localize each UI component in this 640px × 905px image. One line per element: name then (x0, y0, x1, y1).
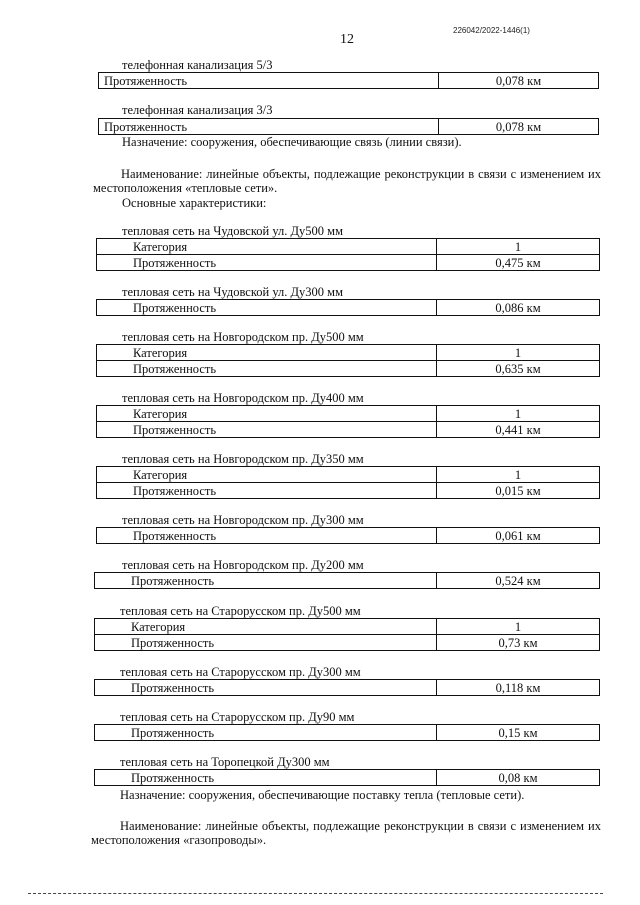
spec-table (96, 527, 600, 544)
table-row (97, 467, 600, 483)
row-label: Протяженность (95, 770, 437, 786)
spec-table (94, 572, 600, 589)
row-value: 0,118 км (437, 680, 600, 696)
spec-table (98, 72, 599, 89)
row-value: 1 (437, 239, 600, 255)
row-label: Категория (97, 345, 437, 361)
table-row (99, 73, 599, 89)
row-label: Протяженность (95, 635, 437, 651)
heat-purpose: Назначение: сооружения, обеспечивающие поставку тепла (тепловые сети). (120, 788, 525, 802)
row-value: 0,73 км (437, 635, 600, 651)
spec-table (94, 679, 600, 696)
row-value: 1 (437, 406, 600, 422)
spec-table (96, 405, 600, 438)
table-row (95, 619, 600, 635)
table-row (95, 770, 600, 786)
table-row (95, 725, 600, 741)
row-label: Протяженность (97, 255, 437, 271)
row-value: 0,08 км (437, 770, 600, 786)
telephone-purpose: Назначение: сооружения, обеспечивающие связь (линии связи). (122, 135, 462, 149)
row-label: Категория (95, 619, 437, 635)
spec-table (96, 466, 600, 499)
table-row (95, 573, 600, 589)
row-value: 0,441 км (437, 422, 600, 438)
row-label: Протяженность (97, 300, 437, 316)
table-row (95, 635, 600, 651)
row-value: 0,078 км (439, 73, 599, 89)
row-label: Категория (97, 406, 437, 422)
section-title: тепловая сеть на Старорусском пр. Ду500 мм (120, 604, 361, 618)
spec-table (96, 299, 600, 316)
section-title: телефонная канализация 3/3 (122, 103, 273, 117)
section-title: тепловая сеть на Новгородском пр. Ду350 мм (122, 452, 364, 466)
gas-name-paragraph: Наименование: линейные объекты, подлежащие реконструкции в связи с изменением их местоположения «газопроводы». (91, 819, 601, 847)
row-label: Протяженность (97, 528, 437, 544)
row-label: Протяженность (99, 73, 439, 89)
spec-table (96, 344, 600, 377)
table-row (97, 239, 600, 255)
table-row (97, 483, 600, 499)
row-value: 0,061 км (437, 528, 600, 544)
section-title: тепловая сеть на Новгородском пр. Ду500 мм (122, 330, 364, 344)
table-row (97, 422, 600, 438)
page-number: 12 (340, 32, 354, 47)
row-label: Категория (97, 239, 437, 255)
row-value: 1 (437, 345, 600, 361)
row-value: 1 (437, 467, 600, 483)
table-row (97, 345, 600, 361)
row-label: Протяженность (97, 422, 437, 438)
characteristics-label: Основные характеристики: (122, 196, 267, 210)
row-label: Протяженность (95, 573, 437, 589)
row-label: Протяженность (99, 119, 439, 135)
table-row (97, 406, 600, 422)
section-title: тепловая сеть на Новгородском пр. Ду200 мм (122, 558, 364, 572)
spec-table (98, 118, 599, 135)
row-value: 0,15 км (437, 725, 600, 741)
section-title: тепловая сеть на Чудовской ул. Ду300 мм (122, 285, 343, 299)
row-label: Протяженность (95, 680, 437, 696)
row-label: Протяженность (97, 483, 437, 499)
table-row (99, 119, 599, 135)
section-title: телефонная канализация 5/3 (122, 58, 273, 72)
row-value: 0,078 км (439, 119, 599, 135)
row-value: 0,475 км (437, 255, 600, 271)
spec-table (94, 769, 600, 786)
bottom-rule (28, 893, 603, 894)
spec-table (94, 724, 600, 741)
row-value: 0,524 км (437, 573, 600, 589)
table-row (95, 680, 600, 696)
table-row (97, 528, 600, 544)
row-label: Протяженность (95, 725, 437, 741)
spec-table (96, 238, 600, 271)
section-title: тепловая сеть на Новгородском пр. Ду400 мм (122, 391, 364, 405)
heat-name-paragraph: Наименование: линейные объекты, подлежащие реконструкции в связи с изменением их местоположения «тепловые сети». (93, 167, 601, 195)
section-title: тепловая сеть на Торопецкой Ду300 мм (120, 755, 330, 769)
section-title: тепловая сеть на Старорусском пр. Ду90 мм (120, 710, 355, 724)
row-value: 1 (437, 619, 600, 635)
table-row (97, 255, 600, 271)
registration-number: 226042/2022-1446(1) (453, 26, 530, 35)
section-title: тепловая сеть на Новгородском пр. Ду300 мм (122, 513, 364, 527)
row-value: 0,635 км (437, 361, 600, 377)
table-row (97, 300, 600, 316)
row-value: 0,086 км (437, 300, 600, 316)
row-label: Категория (97, 467, 437, 483)
section-title: тепловая сеть на Чудовской ул. Ду500 мм (122, 224, 343, 238)
section-title: тепловая сеть на Старорусском пр. Ду300 мм (120, 665, 361, 679)
table-row (97, 361, 600, 377)
spec-table (94, 618, 600, 651)
row-value: 0,015 км (437, 483, 600, 499)
row-label: Протяженность (97, 361, 437, 377)
